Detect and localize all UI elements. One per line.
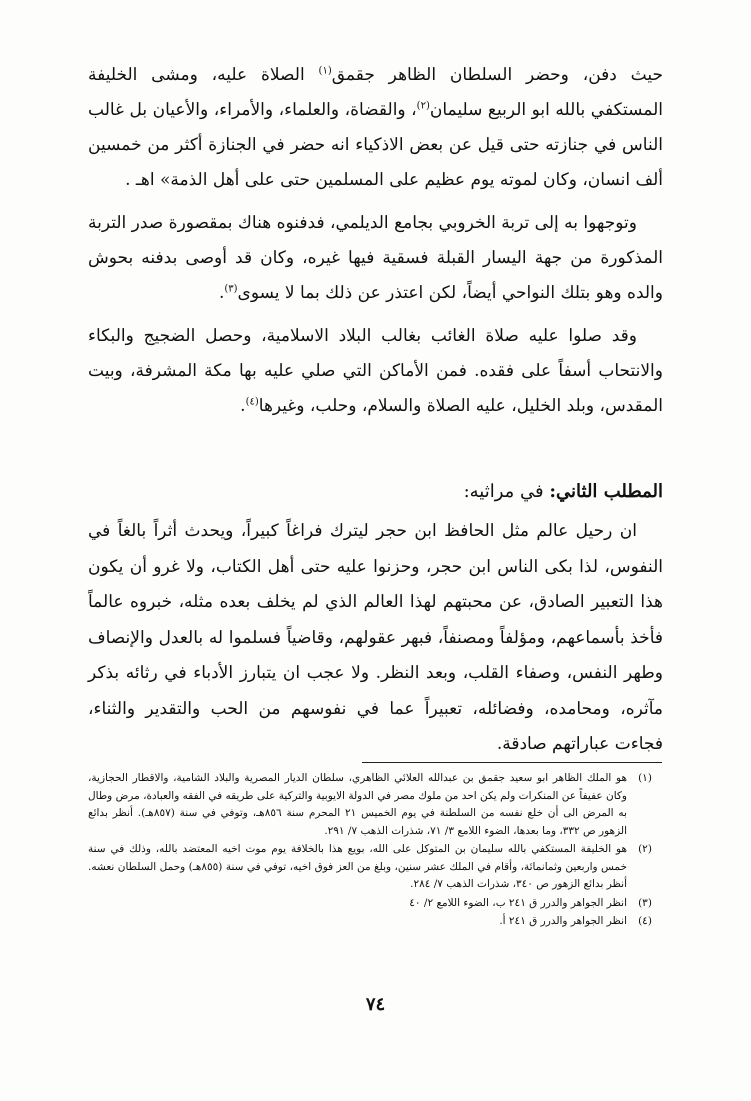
body-text-bottom — [88, 514, 663, 771]
footnote-number: (٤) — [638, 915, 652, 927]
paragraph-2 — [88, 206, 663, 311]
paragraph-3-text: وقد صلوا عليه صلاة الغائب بغالب البلاد الاسلامية، وحصل الضجيج والبكاء والانتحاب أسفاً على فقده. فمن الأماكن التي صلي عليه بها مكة المشرفة، وبيت المقدس، وبلد الخليل، عليه الصلاة والسلام، وحلب، وغيرها — [88, 326, 663, 416]
footnote-text: هو الملك الظاهر ابو سعيد جقمق بن عبدالله العلائي الظاهري، سلطان الديار المصرية والبلاد الشامية، والاقطار الحجازية، وكان عفيفاً عن المنكرات ولم يكن احد من ملوك مصر في الدولة الايوبية والتركية على طريقه في الفقه والعبادة، مرض وطال به المرض الى أن خلع نفسه من السلطنة في يوم الخميس ٢١ المحرم سنة ٨٥٦هـ، وتوفي في سنة (٨٥٧هـ). أنظر بدائع الزهور ص ٣٣٢، وما بعدها، الضوء اللامع ٣/ ٧١، شذرات الذهب ٧/ ٢٩١. — [88, 772, 627, 837]
paragraph-2-text: وتوجهوا به إلى تربة الخروبي بجامع الديلمي، فدفنوه هناك بمقصورة صدر التربة المذكورة من جهة اليسار القبلة فسقية فيها غيره، وكان قد أوصى بدفنه بحوش والده وهو بتلك النواحي أيضاً، لكن اعتذر عن ذلك بما لا يسوى — [88, 213, 663, 303]
footnote-number: (٣) — [638, 896, 652, 909]
footnote-ref-4[interactable]: (٤) — [245, 396, 259, 408]
paragraph-1-text: حيث دفن، وحضر السلطان الظاهر جقمق — [331, 65, 664, 85]
paragraph-4: ان رحيل عالم مثل الحافظ ابن حجر ليترك فراغاً كبيراً، ويحدث أثراً بالغاً في النفوس، لذا بكى الناس ابن حجر، وحزنوا عليه حتى أهل الكتاب، ولا غرو أن يكون هذا التعبير الصادق، عن محبتهم لهذا العالم الذي لم يخلف بعده مثله، خبروه عالماً فأخذ بأسماعهم، ومؤلفاً ومصنفاً، فبهر عقولهم، وقاضياً فسلموا له بالعدل والإنصاف وطهر النفس، وصفاء القلب، وبعد النظر. ولا عجب ان يتبارز الأدباء في رثائه بذكر مآثره، ومحامده، وفضائله، تعبيراً عما في نفوسهم من الحب والتقدير والثناء، فجاءت عباراتهم صادقة. — [88, 521, 663, 754]
paragraph-3-text-end: . — [240, 396, 246, 416]
section-heading — [88, 474, 663, 510]
paragraph-3 — [88, 319, 663, 424]
footnote-ref-2[interactable]: (٢) — [416, 100, 430, 112]
footnote-number: (١) — [638, 772, 652, 784]
footnote-divider — [362, 762, 662, 763]
footnotes — [88, 770, 663, 932]
footnote-text: هو الخليفة المستكفي بالله سليمان بن المتوكل على الله، بويع هذا بالخلافة يوم موت اخيه المعتضد بالله، وذلك في سنة خمس واربعين وثمانمائة، وأقام في الملك عشر سنين، وبلغ من العز فوق اخيه، توفي في سنة (٨٥٥هـ) وحمل السلطان نعشه. أنظر بدائع الزهور ص ٣٤٠، شذرات الذهب ٧/ ٢٨٤. — [88, 843, 627, 890]
footnote-ref-1[interactable]: (١) — [318, 65, 332, 77]
section-heading-subtitle: في مراثيه: — [463, 481, 550, 502]
footnote-1 — [88, 770, 663, 840]
page-number: ٧٤ — [365, 994, 386, 1015]
footnote-ref-3[interactable]: (٣) — [224, 283, 238, 295]
paragraph-1 — [88, 58, 663, 198]
paragraph-1-text-end: ، والقضاة، والعلماء، والأمراء، والأعيان بل غالب الناس في جنازته حتى قيل عن بعض الاذكياء انه حضر في الجنازة أكثر من خمسين ألف انسان، وكان لموته يوم عظيم على المسلمين حتى على أهل الذمة» اهـ . — [88, 100, 663, 190]
paragraph-2-text-end: . — [218, 283, 225, 303]
body-text-top — [88, 58, 663, 432]
footnote-4 — [88, 913, 663, 931]
paragraph-1-text-cont: الصلاة عليه، ومشى الخليفة المستكفي بالله ابو الربيع سليمان — [88, 65, 663, 120]
footnote-3 — [88, 895, 663, 913]
footnote-text: انظر الجواهر والدرر ق ٢٤١ ب، الضوء اللامع ٢/ ٤٠ — [409, 896, 627, 909]
footnote-text: انظر الجواهر والدرر ق ٢٤١ أ. — [499, 915, 627, 927]
footnote-number: (٢) — [638, 843, 652, 855]
footnote-2 — [88, 841, 663, 894]
section-heading-title: المطلب الثاني: — [549, 481, 663, 502]
